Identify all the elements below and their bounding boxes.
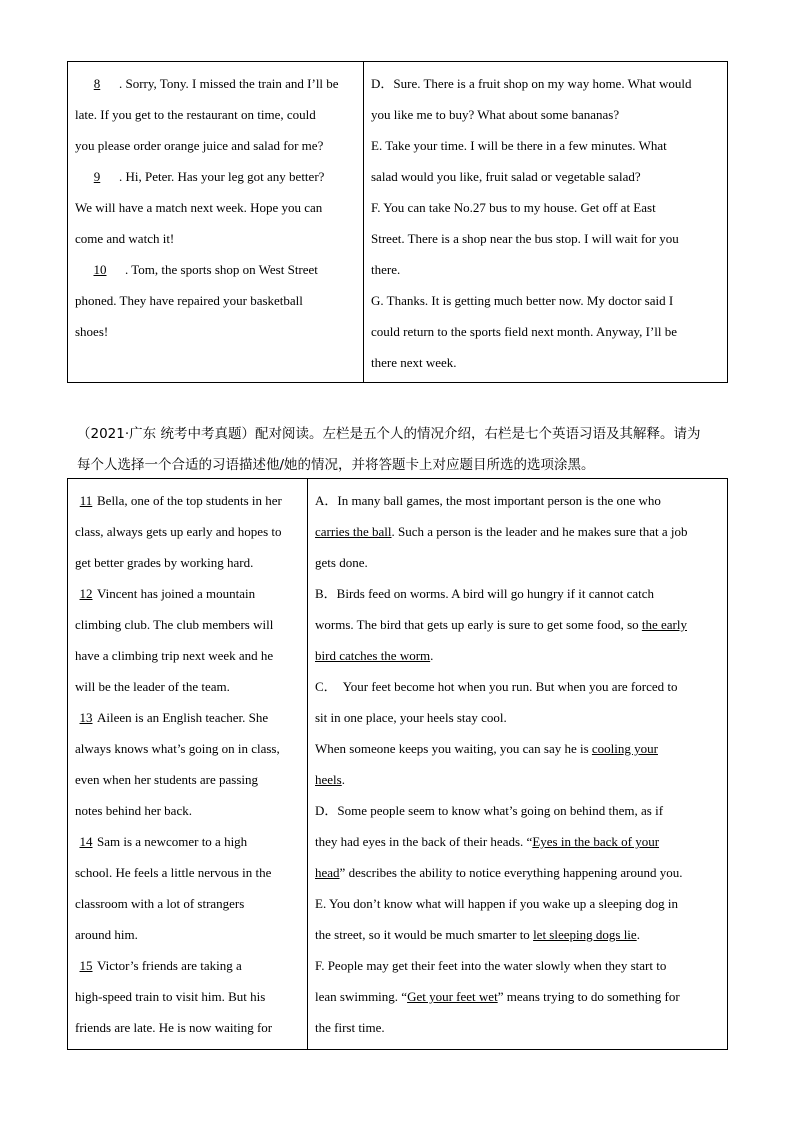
person-item-11: 11 Bella, one of the top students in her <box>75 485 300 516</box>
text-line: bird catches the worm. <box>315 648 434 663</box>
text-line: school. He feels a little nervous in the <box>75 865 272 880</box>
text-line: We will have a match next week. Hope you can <box>75 200 323 215</box>
text-line: could return to the sports field next month. Anyway, I’ll be <box>371 324 678 339</box>
dialogue-item-8: 8 . Sorry, Tony. I missed the train and I’ll be <box>75 68 356 99</box>
dialogue-item-10 <box>75 254 356 285</box>
idiom-option-d: D．Some people seem to know what’s going on behind them, as if <box>315 803 664 818</box>
text-line: When someone keeps you waiting, you can say he is cooling your <box>315 741 658 756</box>
idiom-option-b: B．Birds feed on worms. A bird will go hungry if it cannot catch <box>315 586 655 601</box>
text-line: classroom with a lot of strangers <box>75 896 245 911</box>
text-line: even when her students are passing <box>75 772 259 787</box>
text-line: the street, so it would be much smarter to let sleeping dogs lie. <box>315 927 640 942</box>
text-line: head” describes the ability to notice everything happening around you. <box>315 865 683 880</box>
dialogue-left-column <box>68 62 364 383</box>
dialogue-matching-table <box>67 61 728 383</box>
text-line: get better grades by working hard. <box>75 555 254 570</box>
answer-blank[interactable]: 15 <box>79 958 93 973</box>
text-line: they had eyes in the back of their heads. “Eyes in the back of your <box>315 834 660 849</box>
text-line: class, always gets up early and hopes to <box>75 524 282 539</box>
idiom-phrase: the early <box>641 617 687 632</box>
idioms-right-column <box>308 479 728 1050</box>
answer-blank[interactable]: 13 <box>79 710 93 725</box>
instruction-line: 每个人选择一个合适的习语描述他/她的情况，并将答题卡上对应题目所选的选项涂黑。 <box>77 457 595 473</box>
text-line: the first time. <box>315 1020 385 1035</box>
text-line: sit in one place, your heels stay cool. <box>315 710 507 725</box>
text-line: carries the ball. Such a person is the leader and he makes sure that a job <box>315 524 688 539</box>
idiom-option-f: F. People may get their feet into the water slowly when they start to <box>315 958 667 973</box>
text-line: . Hi, Peter. Has your leg got any better? <box>119 169 325 184</box>
idiom-phrase: Get your feet wet <box>407 989 498 1004</box>
text-line: have a climbing trip next week and he <box>75 648 274 663</box>
text-line: late. If you get to the restaurant on time, could <box>75 107 316 122</box>
text-line: shoes! <box>75 324 109 339</box>
instruction-line: （2021·广东 统考中考真题）配对阅读。左栏是五个人的情况介绍，右栏是七个英语习语及其解释。请为 <box>77 426 701 442</box>
option-e: E. Take your time. I will be there in a few minutes. What <box>371 138 667 153</box>
text-line: Street. There is a shop near the bus stop. I will wait for you <box>371 231 679 246</box>
idiom-option-c: C． Your feet become hot when you run. But when you are forced to <box>315 679 678 694</box>
text-line: you please order orange juice and salad for me? <box>75 138 324 153</box>
idiom-phrase: bird catches the worm <box>315 648 431 663</box>
text-line: friends are late. He is now waiting for <box>75 1020 273 1035</box>
text-line: heels. <box>315 772 345 787</box>
idiom-matching-table <box>67 478 728 1050</box>
text-line: there next week. <box>371 355 457 370</box>
text-line: climbing club. The club members will <box>75 617 274 632</box>
idiom-option-a: A．In many ball games, the most important person is the one who <box>315 493 661 508</box>
idiom-phrase: head <box>315 865 340 880</box>
text-line: always knows what’s going on in class, <box>75 741 280 756</box>
text-line: . Tom, the sports shop on West Street <box>125 262 318 277</box>
answer-blank[interactable]: 12 <box>79 586 93 601</box>
person-item-14: 14 Sam is a newcomer to a high <box>75 826 300 857</box>
idiom-phrase: let sleeping dogs lie <box>533 927 637 942</box>
person-item-12: 12 Vincent has joined a mountain <box>75 578 300 609</box>
answer-blank[interactable]: 11 <box>79 493 93 508</box>
person-item-15: 15 Victor’s friends are taking a <box>75 950 300 981</box>
text-line: lean swimming. “Get your feet wet” means trying to do something for <box>315 989 680 1004</box>
idiom-phrase: Eyes in the back of your <box>532 834 660 849</box>
text-line: phoned. They have repaired your basketball <box>75 293 303 308</box>
text-line: you like me to buy? What about some bananas? <box>371 107 620 122</box>
idiom-phrase: cooling your <box>591 741 658 756</box>
section-instruction <box>77 419 727 481</box>
text-line: notes behind her back. <box>75 803 192 818</box>
person-item-13: 13 Aileen is an English teacher. She <box>75 702 300 733</box>
text-line: will be the leader of the team. <box>75 679 230 694</box>
idiom-option-e: E. You don’t know what will happen if you wake up a sleeping dog in <box>315 896 678 911</box>
text-line: salad would you like, fruit salad or vegetable salad? <box>371 169 641 184</box>
option-f: F. You can take No.27 bus to my house. Get off at East <box>371 200 656 215</box>
text-line: around him. <box>75 927 138 942</box>
option-d: D．Sure. There is a fruit shop on my way home. What would <box>371 76 692 91</box>
answer-blank[interactable]: 8 <box>93 76 101 91</box>
text-line: high-speed train to visit him. But his <box>75 989 266 1004</box>
text-line: worms. The bird that gets up early is sure to get some food, so the early <box>315 617 687 632</box>
idiom-phrase: carries the ball <box>315 524 392 539</box>
option-g: G. Thanks. It is getting much better now. My doctor said I <box>371 293 674 308</box>
text-line: there. <box>371 262 401 277</box>
answer-blank[interactable]: 14 <box>79 834 93 849</box>
text-line: come and watch it! <box>75 231 175 246</box>
idiom-phrase: heels <box>315 772 342 787</box>
people-left-column <box>68 479 308 1050</box>
answer-blank[interactable]: 10 <box>93 262 107 277</box>
answer-blank[interactable]: 9 <box>93 169 101 184</box>
text-line: gets done. <box>315 555 368 570</box>
dialogue-item-9 <box>75 161 356 192</box>
options-right-column <box>364 62 728 383</box>
